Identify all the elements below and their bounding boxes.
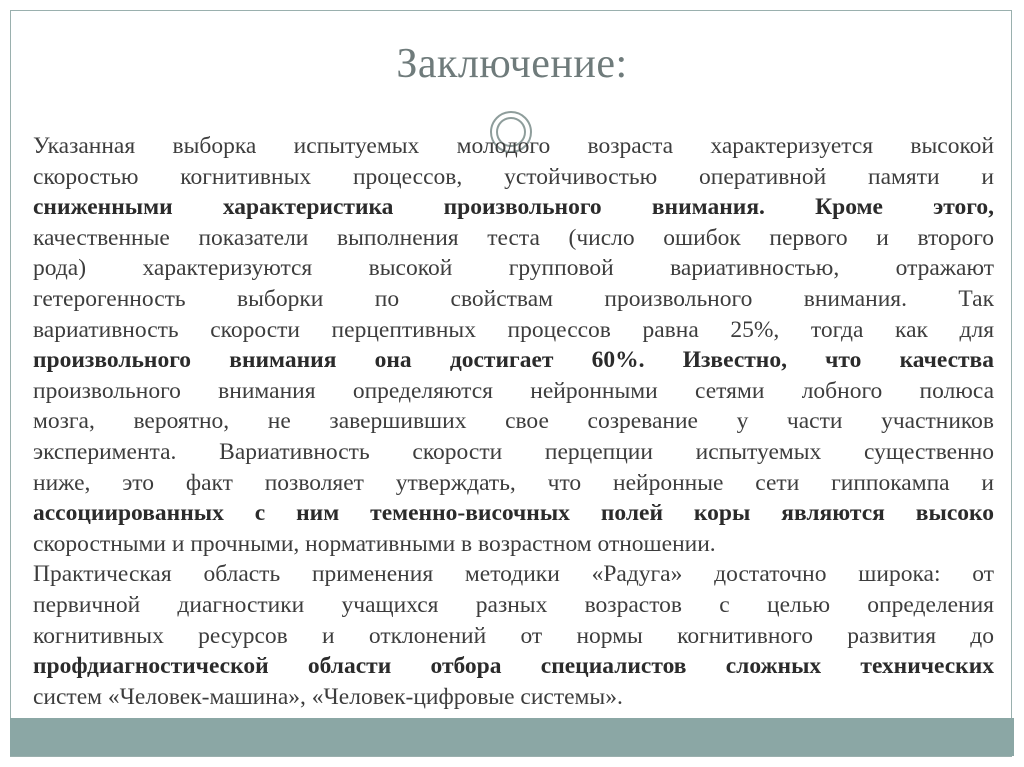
text-line: систем «Человек-машина», «Человек-цифровые системы».: [33, 683, 623, 710]
paragraph-conclusion: [33, 131, 994, 559]
text-line: первичной диагностики учащихся разных возрастов с целью определения: [33, 591, 994, 618]
text-line: мозга, вероятно, не завершивших свое созревание у части участников: [33, 408, 994, 435]
text-line: произвольного внимания она достигает 60%. Известно, что качества: [33, 347, 994, 374]
text-line: скоростью когнитивных процессов, устойчивостью оперативной памяти и: [33, 163, 994, 190]
slide-title: Заключение:: [396, 41, 628, 87]
text-line: эксперимента. Вариативность скорости перцепции испытуемых существенно: [33, 438, 994, 465]
text-line: произвольного внимания определяются нейронными сетями лобного полюса: [33, 377, 994, 404]
text-line: вариативность скорости перцептивных процессов равна 25%, тогда как для: [33, 316, 994, 343]
bottom-bar: [10, 718, 1014, 756]
text-line: Практическая область применения методики «Радуга» достаточно широка: от: [33, 561, 994, 588]
text-line: ассоциированных с ним теменно-височных полей коры являются высоко: [33, 500, 994, 527]
text-line: сниженными характеристика произвольного внимания. Кроме этого,: [33, 194, 994, 221]
text-line: скоростными и прочными, нормативными в возрастном отношении.: [33, 530, 716, 557]
text-line: когнитивных ресурсов и отклонений от нормы когнитивного развития до: [33, 622, 994, 649]
text-line: качественные показатели выполнения теста (число ошибок первого и второго: [33, 224, 994, 251]
text-line: ниже, это факт позволяет утверждать, что нейронные сети гиппокампа и: [33, 469, 994, 496]
text-line: гетерогенность выборки по свойствам произвольного внимания. Так: [33, 285, 994, 312]
text-line: профдиагностической области отбора специалистов сложных технических: [33, 653, 994, 680]
text-line: рода) характеризуются высокой групповой вариативностью, отражают: [33, 255, 994, 282]
paragraph-application: [33, 559, 994, 712]
slide-body: [33, 131, 994, 712]
text-line: Указанная выборка испытуемых молодого возраста характеризуется высокой: [33, 133, 994, 159]
